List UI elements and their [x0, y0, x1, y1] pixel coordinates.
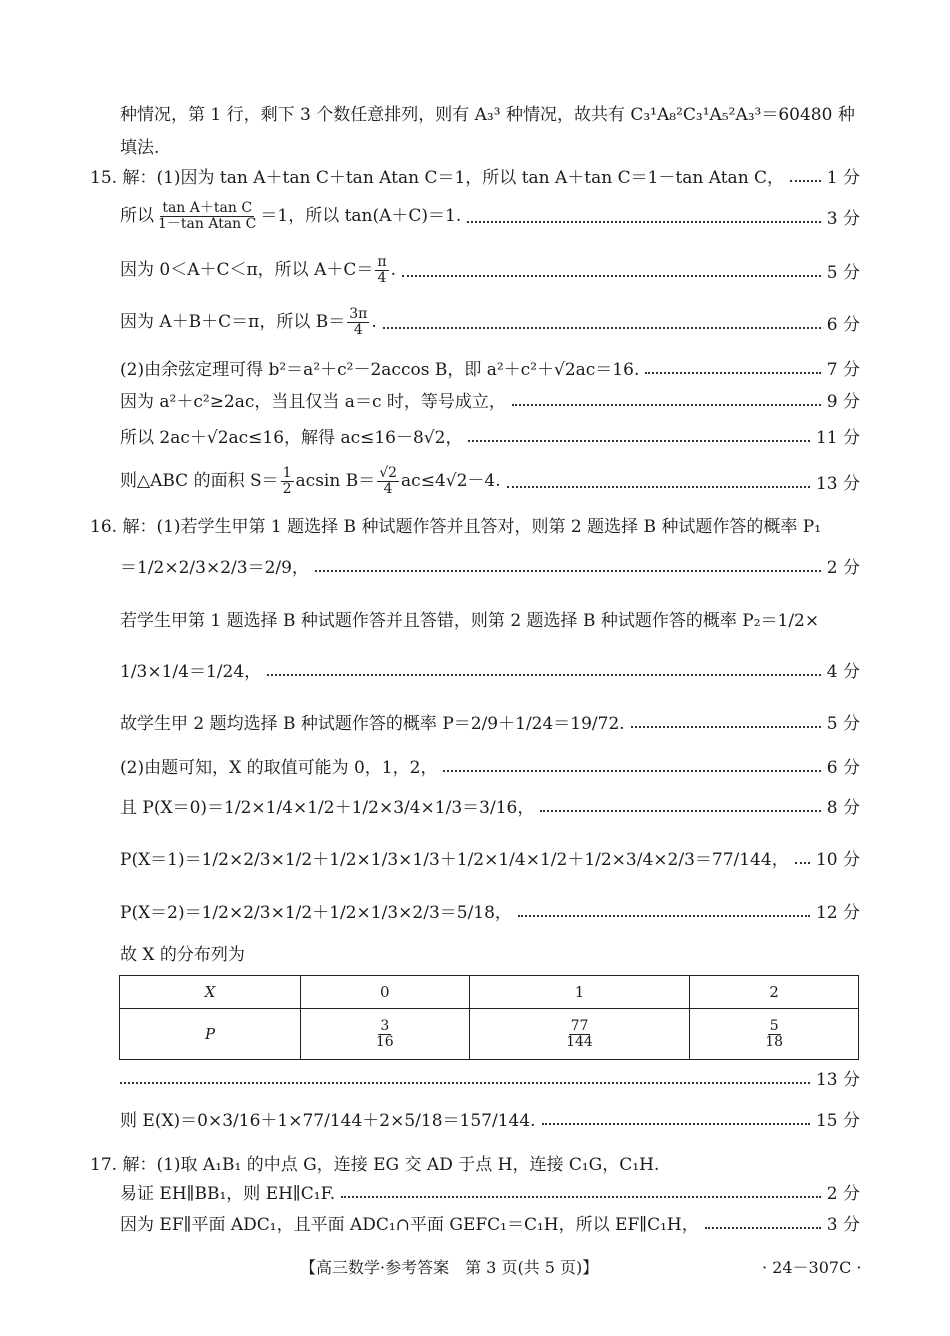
q16-line-6: (2)由题可知，X 的取值可能为 0，1，2， 6 分 [120, 750, 860, 780]
score: 1 分 [826, 167, 860, 188]
score: 2 分 [826, 1183, 860, 1204]
table-cell: $\frac{3}{16}$ [301, 1009, 470, 1060]
q16-line-8: P(X＝1)＝1/2×2/3×1/2＋1/2×1/3×1/3＋1/2×1/4×1/2＋1/2×3/4×2/3＝77/144， 10 分 [120, 840, 860, 874]
score: 7 分 [826, 359, 860, 380]
score: 13 分 [815, 1069, 860, 1090]
q16-line-5: 故学生甲 2 题均选择 B 种试题作答的概率 P＝2/9＋1/24＝19/72. 5 分 [120, 704, 860, 738]
q15-line-5: (2)由余弦定理可得 b²＝a²＋c²－2accos B，即 a²＋c²＋√2ac＝16. 7 分 [120, 352, 860, 382]
fraction: $\frac{√2}{4}$ [379, 464, 398, 497]
q17-line-2: 易证 EH∥BB₁，则 EH∥C₁F. 2 分 [120, 1176, 860, 1206]
page-footer: 【高三数学·参考答案 第 3 页(共 5 页)】 [300, 1258, 599, 1277]
q17-line-3: 因为 EF∥平面 ADC₁，且平面 ADC₁∩平面 GEFC₁＝C₁H，所以 EF∥C₁H， 3 分 [120, 1207, 860, 1237]
table-cell: $\frac{77}{144}$ [469, 1009, 690, 1060]
q16-line-11 [120, 1062, 860, 1092]
table-cell: 2 [690, 976, 859, 1009]
q16-line-10: 故 X 的分布列为 [120, 945, 245, 965]
q15-line-2: 所以 $\frac{\text{tan A＋tan C}}{\text{1－tan Atan C}}$ ＝1，所以 tan(A＋C)＝1. 3 分 [120, 199, 860, 232]
score: 11 分 [815, 427, 860, 448]
q15-line-6: 因为 a²＋c²≥2ac，当且仅当 a＝c 时，等号成立， 9 分 [120, 384, 860, 414]
q16-line-4: 1/3×1/4＝1/24， 4 分 [120, 652, 860, 686]
score: 15 分 [815, 1110, 860, 1131]
table-row [120, 976, 859, 1009]
score: 3 分 [826, 208, 860, 229]
doc-code: · 24－307C · [762, 1258, 862, 1277]
fraction: $\frac{\text{tan A＋tan C}}{\text{1－tan Atan C}}$ [158, 199, 257, 232]
header-line-1: 种情况，第 1 行，剩下 3 个数任意排列，则有 A₃³ 种情况，故共有 C₃¹A₈²C₃¹A₅²A₃³＝60480 种 [120, 105, 855, 125]
score: 13 分 [815, 473, 860, 494]
score: 9 分 [826, 391, 860, 412]
fraction: $\frac{3\pi}{4}$ [349, 305, 368, 338]
score: 6 分 [826, 757, 860, 778]
q16-line-2: ＝1/2×2/3×2/3＝2/9， 2 分 [120, 548, 860, 582]
fraction: $\frac{1}{2}$ [282, 464, 292, 497]
header-line-2: 填法. [120, 138, 160, 158]
q16-line-9: P(X＝2)＝1/2×2/3×1/2＋1/2×1/3×2/3＝5/18， 12 分 [120, 893, 860, 927]
score: 6 分 [826, 314, 860, 335]
score: 12 分 [815, 902, 860, 923]
table-row [120, 1009, 859, 1060]
score: 2 分 [826, 557, 860, 578]
score: 10 分 [815, 849, 860, 870]
q16-line-7: 且 P(X＝0)＝1/2×1/4×1/2＋1/2×3/4×1/3＝3/16， 8 分 [120, 788, 860, 822]
q16-line-3: 若学生甲第 1 题选择 B 种试题作答并且答错，则第 2 题选择 B 种试题作答的概率 P₂＝1/2× [120, 611, 820, 631]
table-cell: 1 [469, 976, 690, 1009]
fraction: $\frac{\pi}{4}$ [377, 253, 387, 286]
q16-line-1: 16. 解：(1)若学生甲第 1 题选择 B 种试题作答并且答对，则第 2 题选择 B 种试题作答的概率 P₁ [90, 517, 822, 537]
q15-line-1: 15. 解：(1)因为 tan A＋tan C＋tan Atan C＝1，所以 tan A＋tan C＝1－tan Atan C， 1 分 [90, 160, 860, 190]
score: 5 分 [826, 713, 860, 734]
score: 3 分 [826, 1214, 860, 1235]
table-cell: 0 [301, 976, 470, 1009]
score: 8 分 [826, 797, 860, 818]
q15-line-7: 所以 2ac＋√2ac≤16，解得 ac≤16－8√2， 11 分 [120, 420, 860, 450]
score: 5 分 [826, 262, 860, 283]
score: 4 分 [826, 661, 860, 682]
table-cell: X [120, 976, 301, 1009]
q15-line-3: 因为 0＜A＋C＜π，所以 A＋C＝ $\frac{\pi}{4}$ . 5 分 [120, 253, 860, 286]
q15-line-4: 因为 A＋B＋C＝π，所以 B＝ $\frac{3\pi}{4}$ . 6 分 [120, 305, 860, 338]
table-cell: P [120, 1009, 301, 1060]
q15-line-8: 则△ABC 的面积 S＝ $\frac{1}{2}$ acsin B＝ $\frac{√2}{4}$ ac≤4√2－4. 13 分 [120, 464, 860, 497]
table-cell: $\frac{5}{18}$ [690, 1009, 859, 1060]
distribution-table [119, 975, 859, 1060]
q17-line-1: 17. 解：(1)取 A₁B₁ 的中点 G，连接 EG 交 AD 于点 H，连接 C₁G，C₁H. [90, 1155, 660, 1175]
q16-line-12: 则 E(X)＝0×3/16＋1×77/144＋2×5/18＝157/144. 15 分 [120, 1101, 860, 1135]
